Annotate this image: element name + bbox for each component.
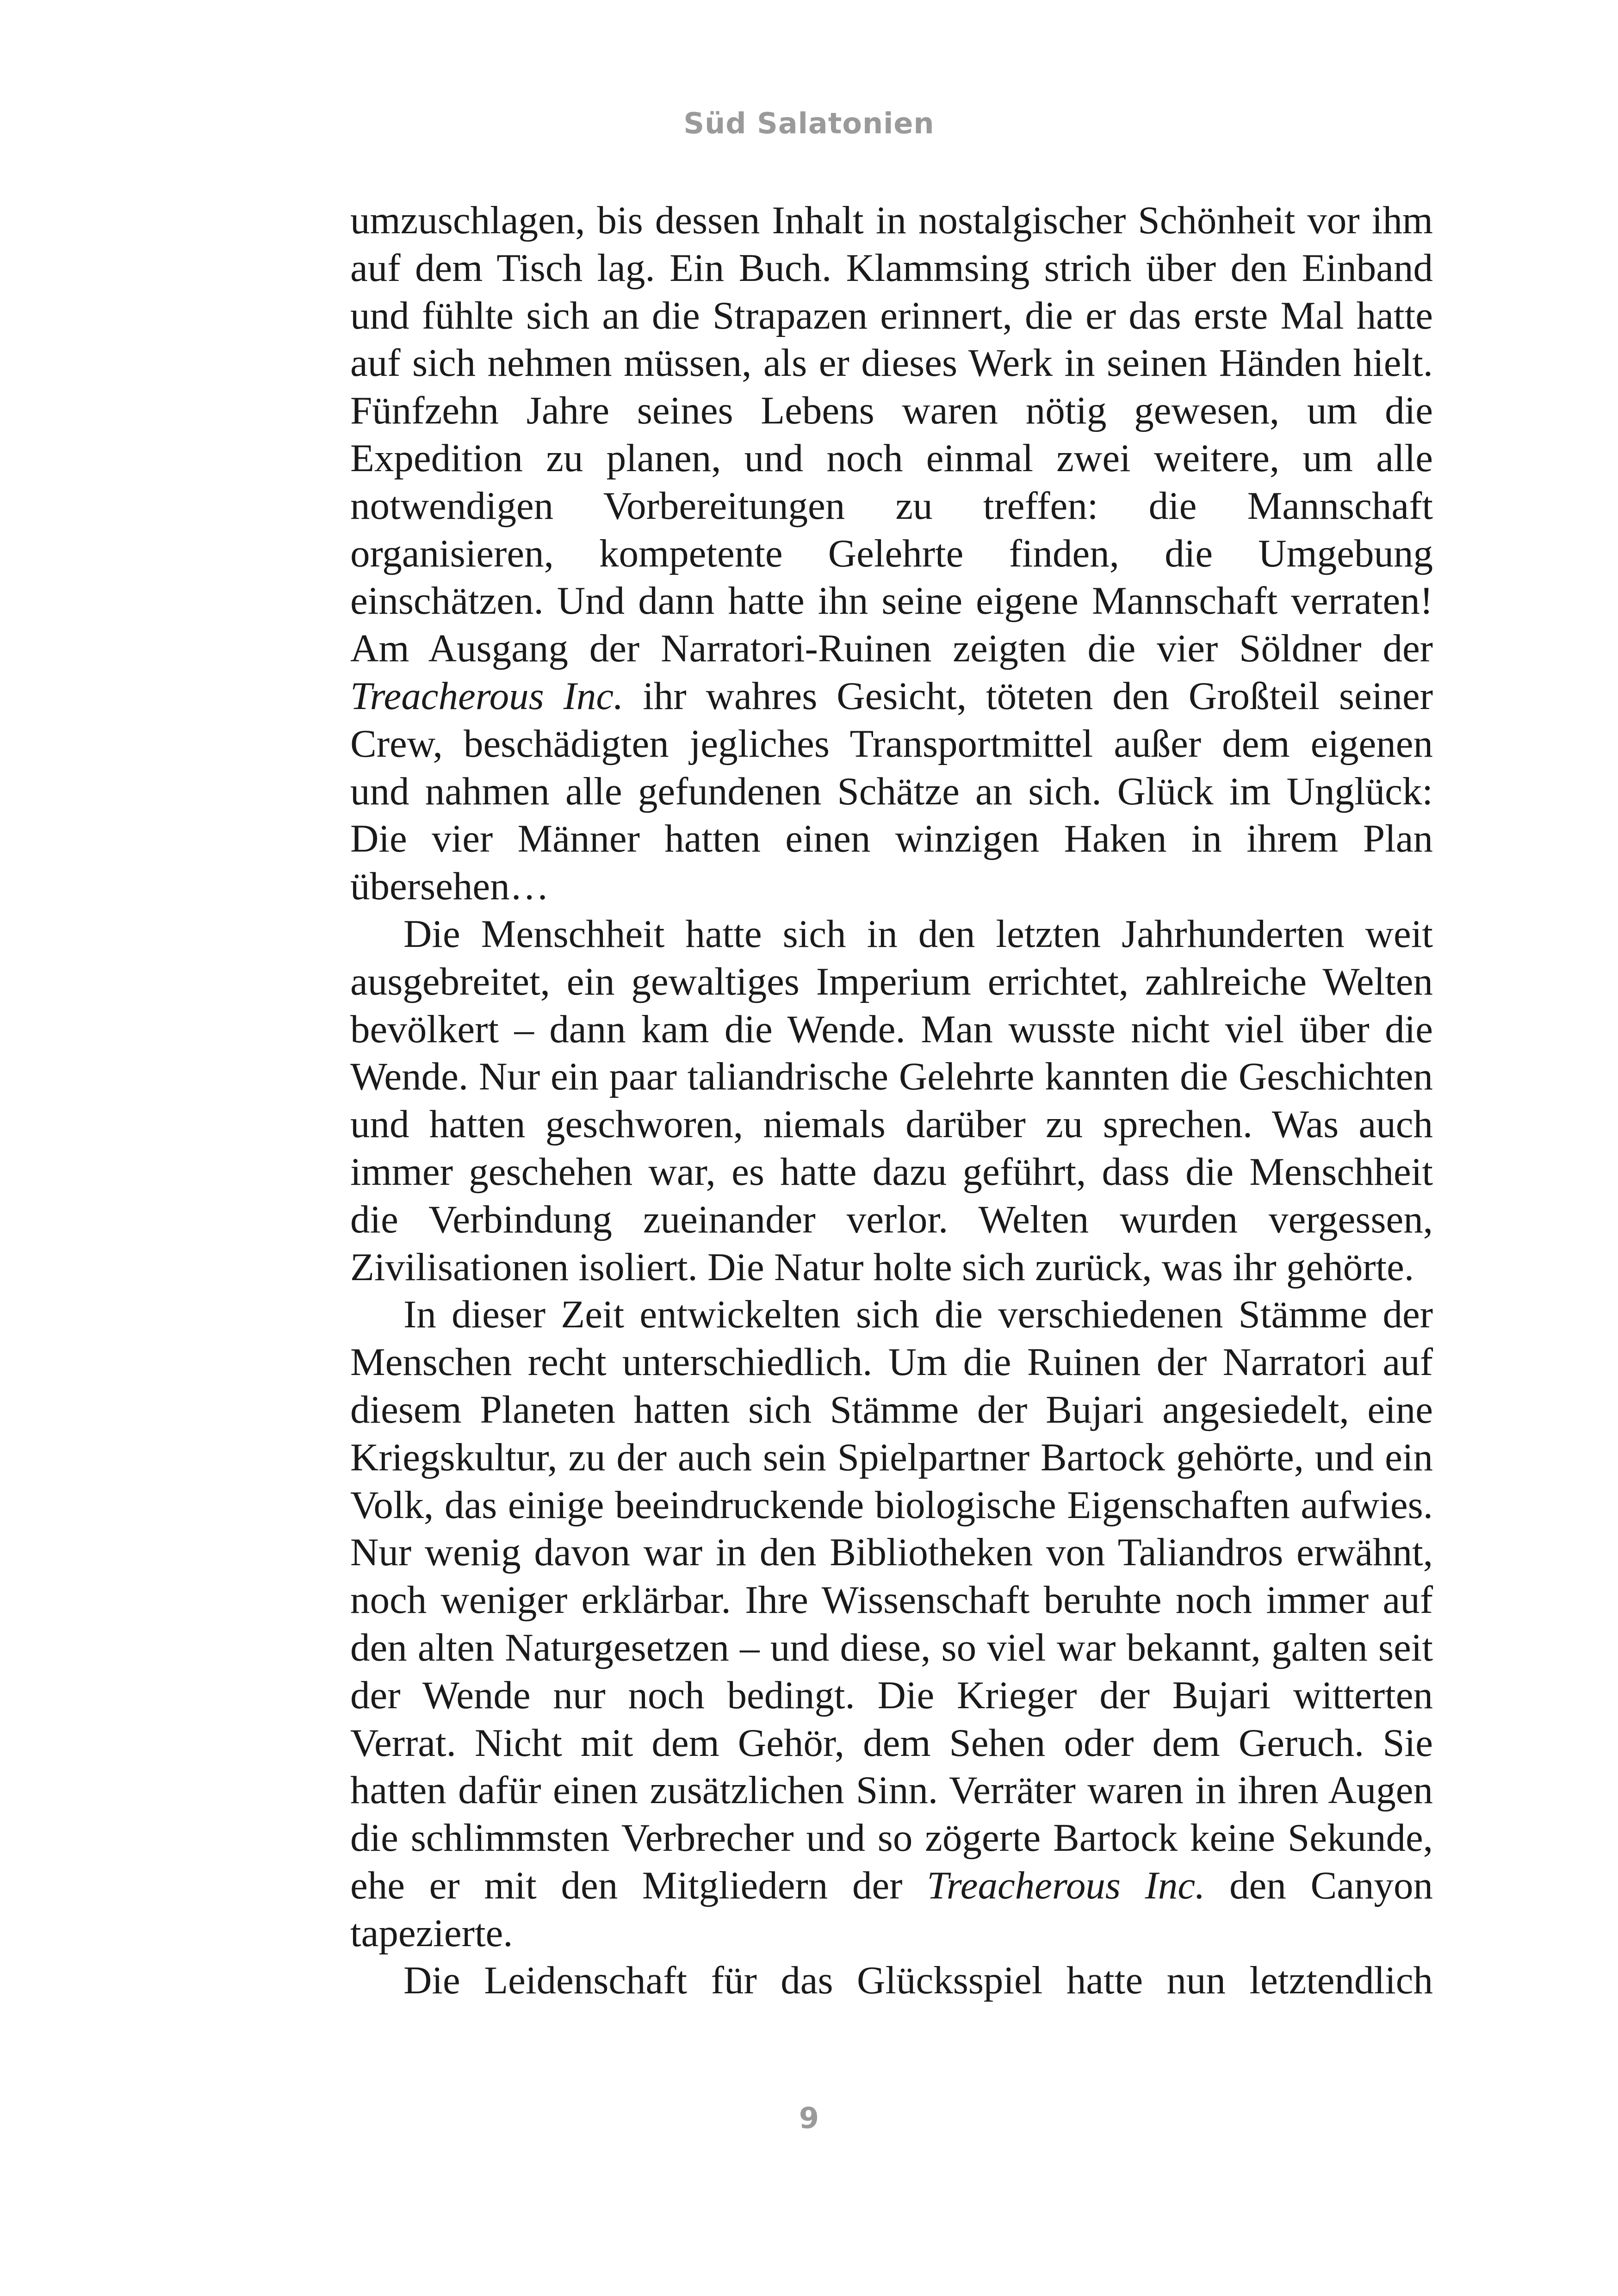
company-name: Treacherous Inc.	[927, 1863, 1205, 1907]
paragraph: Die Leidenschaft für das Glücksspiel hatte nun letztendlich	[403, 1959, 1433, 2003]
paragraph-text: umzuschlagen, bis dessen Inhalt in nostalgischer Schönheit vor ihm auf dem Tisch lag. Ein Buch. Klammsing strich über den Einband und fühlte sich an die Strapazen erinnert, die er das erste Mal hatte auf sich nehmen müssen, als er dieses Werk in seinen Händen hielt. Fünfzehn Jahre seines Lebens waren nötig gewesen, um die Expedition zu planen, und noch einmal zwei weitere, um alle notwendigen Vorbereitungen zu treffen: die Mannschaft organisieren, kompetente Gelehrte finden, die Umgebung einschätzen. Und dann hatte ihn seine eigene Mannschaft verraten! Am Ausgang der Narratori-Ruinen zeigten die vier Söldner der	[350, 199, 1433, 671]
paragraph	[350, 1291, 1433, 1957]
body-text	[350, 197, 1433, 2004]
paragraph: Die Menschheit hatte sich in den letzten Jahrhunderten weit ausgebreitet, ein gewaltiges Imperium errichtet, zahlreiche Welten bevölkert – dann kam die Wende. Man wusste nicht viel über die Wende. Nur ein paar taliandrische Gelehrte kannten die Geschichten und hatten geschworen, niemals darüber zu sprechen. Was auch immer geschehen war, es hatte dazu geführt, dass die Menschheit die Verbindung zueinander verlor. Welten wurden vergessen, Zivilisationen isoliert. Die Natur holte sich zurück, was ihr gehörte.	[350, 912, 1433, 1289]
page-number: 9	[799, 2101, 819, 2135]
paragraph-text: In dieser Zeit entwickelten sich die verschiedenen Stämme der Menschen recht unterschiedlich. Um die Ruinen der Narratori auf diesem Planeten hatten sich Stämme der Bujari angesiedelt, eine Kriegskultur, zu der auch sein Spielpartner Bartock gehörte, und ein Volk, das einige beeindruckende biologische Eigenschaften aufwies. Nur wenig davon war in den Bibliotheken von Taliandros erwähnt, noch weniger erklärbar. Ihre Wissenschaft beruhte noch immer auf den alten Naturgesetzen – und diese, so viel war bekannt, galten seit der Wende nur noch bedingt. Die Krieger der Bujari witterten Verrat. Nicht mit dem Gehör, dem Sehen oder dem Geruch. Sie hatten dafür einen zusätzlichen Sinn. Verräter waren in ihren Augen die schlimmsten Verbrecher und so zögerte Bartock keine Sekunde, ehe er mit den Mitgliedern der	[350, 1293, 1433, 1907]
company-name: Treacherous Inc.	[350, 674, 624, 718]
paragraph-text: ihr wahres Gesicht, töteten den Großteil seiner Crew, beschädigten jegliches Transportmittel außer dem eigenen und nahmen alle gefundenen Schätze an sich. Glück im Unglück: Die vier Männer hatten einen winzigen Haken in ihrem Plan übersehen…	[350, 674, 1433, 908]
paragraph	[350, 197, 1433, 910]
running-head: Süd Salatonien	[683, 106, 935, 140]
paragraph-text: den Canyon tapezierte.	[350, 1863, 1433, 1955]
